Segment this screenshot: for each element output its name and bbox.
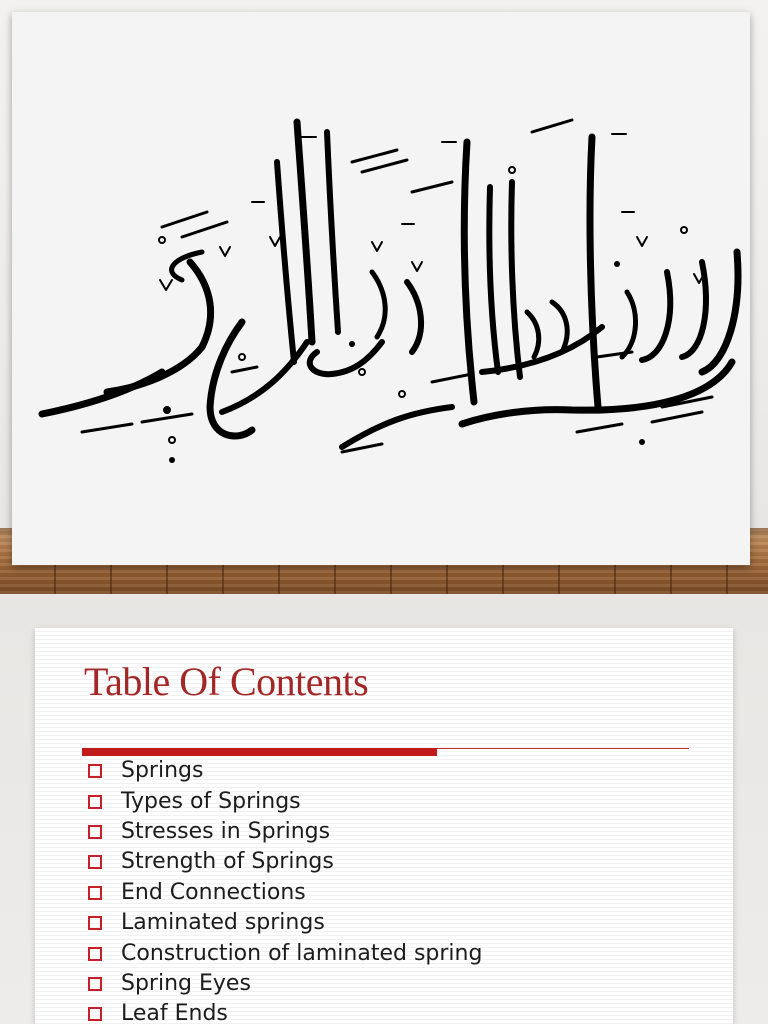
basmala-calligraphy bbox=[12, 12, 750, 565]
page-title: Table Of Contents bbox=[84, 659, 369, 704]
hollow-square-icon bbox=[88, 764, 102, 778]
toc-item-label: Types of Springs bbox=[121, 788, 301, 814]
slide-2 bbox=[0, 594, 768, 1024]
toc-item-springs bbox=[88, 756, 482, 786]
toc-item-strength-of-springs bbox=[88, 847, 482, 877]
title-underline-rule bbox=[437, 748, 689, 749]
title-underline-accent bbox=[82, 748, 437, 756]
toc-item-label: Construction of laminated spring bbox=[121, 940, 483, 966]
hollow-square-icon bbox=[88, 795, 102, 809]
toc-item-label: Laminated springs bbox=[121, 910, 325, 936]
hollow-square-icon bbox=[88, 886, 102, 900]
content-panel bbox=[35, 628, 733, 1024]
calligraphy-image bbox=[12, 12, 750, 565]
toc-item-spring-eyes bbox=[88, 969, 482, 999]
hollow-square-icon bbox=[88, 825, 102, 839]
toc-item-end-connections bbox=[88, 878, 482, 908]
toc-item-stresses-in-springs bbox=[88, 817, 482, 847]
toc-item-label: Stresses in Springs bbox=[121, 818, 331, 844]
toc-item-construction-of-laminated-spring bbox=[88, 938, 482, 968]
table-of-contents-list bbox=[88, 756, 482, 1024]
toc-item-label: End Connections bbox=[121, 879, 306, 905]
toc-item-laminated-springs bbox=[88, 908, 482, 938]
toc-item-types-of-springs bbox=[88, 786, 482, 816]
toc-item-label: Spring Eyes bbox=[121, 970, 251, 996]
toc-item-leaf-ends bbox=[88, 999, 482, 1024]
hollow-square-icon bbox=[88, 1007, 102, 1021]
toc-item-label: Strength of Springs bbox=[121, 849, 334, 875]
hollow-square-icon bbox=[88, 947, 102, 961]
hollow-square-icon bbox=[88, 855, 102, 869]
hollow-square-icon bbox=[88, 977, 102, 991]
toc-item-label: Springs bbox=[121, 758, 204, 784]
hollow-square-icon bbox=[88, 916, 102, 930]
toc-item-label: Leaf Ends bbox=[121, 1001, 228, 1024]
